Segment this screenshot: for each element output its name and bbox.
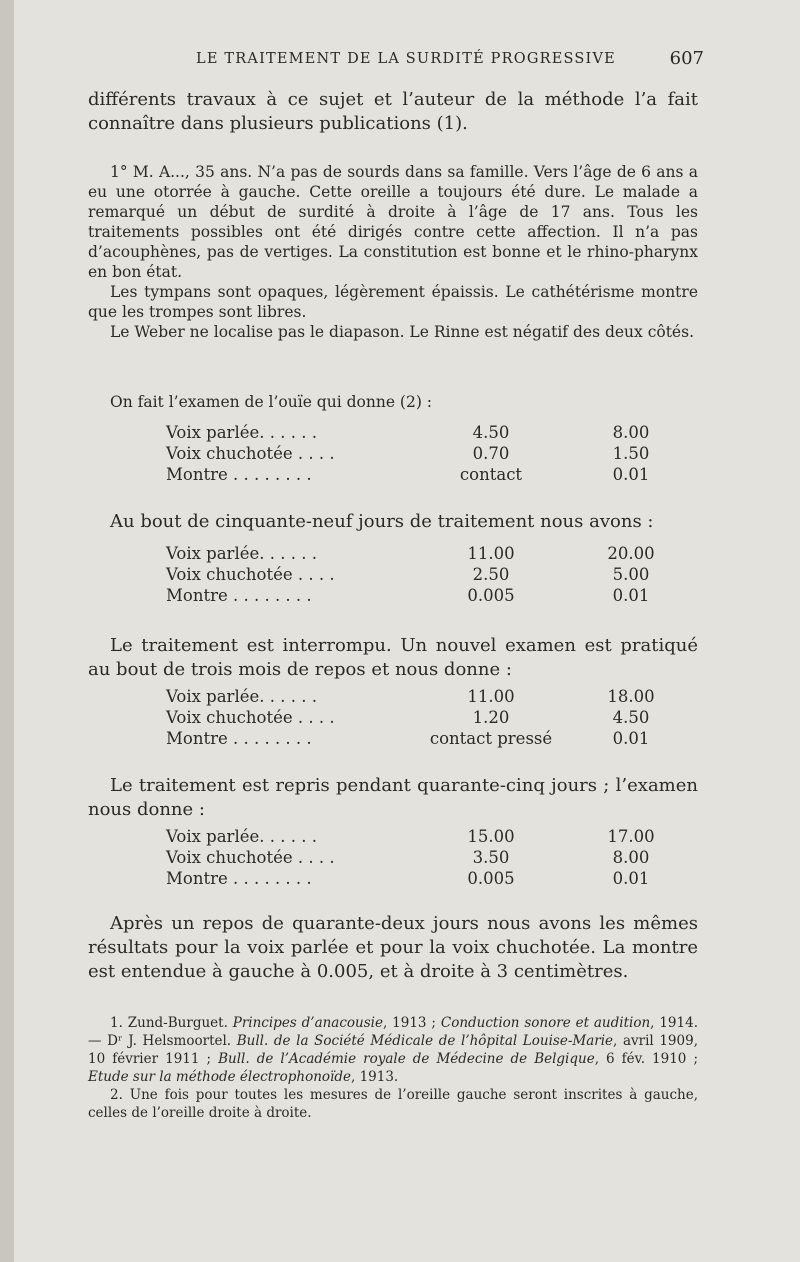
book-gutter xyxy=(0,0,14,1262)
exam-4-intro: Le traitement est repris pendant quarante-cinq jours ; l’examen nous donne : xyxy=(88,775,698,820)
footnote-1-text: , 6 fév. 1910 ; xyxy=(594,1051,698,1067)
conclusion-block xyxy=(88,912,698,984)
left-ear-value: 15.00 xyxy=(467,827,515,846)
row-label: Voix parlée. . . . . . xyxy=(166,423,317,442)
row-label: Montre . . . . . . . . xyxy=(166,586,312,605)
table-row xyxy=(166,585,696,606)
footnote-1-text: , 1914. — Dʳ J. Helsmoortel. xyxy=(88,1015,698,1049)
table-row xyxy=(166,443,696,464)
table-row xyxy=(166,847,696,868)
left-ear-value: 11.00 xyxy=(467,544,515,563)
footnote-1 xyxy=(88,1014,698,1086)
table-row xyxy=(166,422,696,443)
right-ear-value: 1.50 xyxy=(612,444,650,463)
row-label: Montre . . . . . . . . xyxy=(166,465,312,484)
intro-paragraph-block xyxy=(88,88,698,136)
exam-3-table xyxy=(166,686,696,749)
footnote-1-text: , avril 1909, 10 février 1911 ; xyxy=(88,1033,698,1067)
left-ear-value: 11.00 xyxy=(467,687,515,706)
running-title: LE TRAITEMENT DE LA SURDITÉ PROGRESSIVE xyxy=(196,51,616,67)
table-row xyxy=(166,868,696,889)
footnote-1-work-title: Bull. de l’Académie royale de Médecine de Belgique xyxy=(218,1051,595,1067)
case-paragraph-history: 1° M. A..., 35 ans. N’a pas de sourds dans sa famille. Vers l’âge de 6 ans a eu une otorrée à gauche. Cette oreille a toujours été dure. Le malade a remarqué un début de surdité à droite à l’âge de 17 ans. Tous les traitements possibles ont été dirigés contre cette affection. Il n’a pas d’acouphènes, pas de vertiges. La constitution est bonne et le rhino-pharynx en bon état. xyxy=(88,163,698,281)
table-row xyxy=(166,686,696,707)
left-ear-value: 3.50 xyxy=(472,848,510,867)
row-label: Voix parlée. . . . . . xyxy=(166,827,317,846)
page-number: 607 xyxy=(669,48,704,69)
running-header xyxy=(196,48,716,72)
right-ear-value: 0.01 xyxy=(612,465,650,484)
case-paragraph-tympans: Les tympans sont opaques, légèrement épaissis. Le cathétérisme montre que les trompes sont libres. xyxy=(88,283,698,321)
exam-1-table xyxy=(166,422,696,485)
left-ear-value: contact xyxy=(459,465,523,484)
table-row xyxy=(166,728,696,749)
row-label: Voix chuchotée . . . . xyxy=(166,444,335,463)
right-ear-value: 0.01 xyxy=(612,729,650,748)
left-ear-value: 2.50 xyxy=(472,565,510,584)
table-row xyxy=(166,826,696,847)
row-label: Voix parlée. . . . . . xyxy=(166,544,317,563)
exam-2-intro: Au bout de cinquante-neuf jours de traitement nous avons : xyxy=(110,511,654,532)
left-ear-value: 4.50 xyxy=(472,423,510,442)
right-ear-value: 18.00 xyxy=(607,687,655,706)
right-ear-value: 0.01 xyxy=(612,869,650,888)
table-row xyxy=(166,707,696,728)
right-ear-value: 20.00 xyxy=(607,544,655,563)
right-ear-value: 17.00 xyxy=(607,827,655,846)
row-label: Voix chuchotée . . . . xyxy=(166,565,335,584)
left-ear-value: 0.005 xyxy=(467,586,515,605)
right-ear-value: 5.00 xyxy=(612,565,650,584)
footnote-1-text: , 1913. xyxy=(350,1069,399,1085)
case-description xyxy=(88,162,698,342)
footnote-1-author: 1. Zund-Burguet. xyxy=(110,1015,233,1031)
row-label: Voix chuchotée . . . . xyxy=(166,848,335,867)
exam-3-intro: Le traitement est interrompu. Un nouvel examen est pratiqué au bout de trois mois de repos et nous donne : xyxy=(88,635,698,680)
case-paragraph-weber-rinne: Le Weber ne localise pas le diapason. Le Rinne est négatif des deux côtés. xyxy=(110,323,694,341)
footnote-2: 2. Une fois pour toutes les mesures de l’oreille gauche seront inscrites à gauche, celles de l’oreille droite à droite. xyxy=(88,1087,698,1121)
row-label: Voix chuchotée . . . . xyxy=(166,708,335,727)
footnote-1-work-title: Etude sur la méthode électrophonoïde xyxy=(88,1069,351,1085)
intro-paragraph: différents travaux à ce sujet et l’auteur de la méthode l’a fait connaître dans plusieurs publications (1). xyxy=(88,89,698,134)
exam-3-intro-block xyxy=(88,634,698,682)
right-ear-value: 8.00 xyxy=(612,848,650,867)
exam-2-table xyxy=(166,543,696,606)
left-ear-value: 0.005 xyxy=(467,869,515,888)
table-row xyxy=(166,543,696,564)
row-label: Montre . . . . . . . . xyxy=(166,869,312,888)
row-label: Voix parlée. . . . . . xyxy=(166,687,317,706)
right-ear-value: 8.00 xyxy=(612,423,650,442)
footnote-1-text: , 1913 ; xyxy=(382,1015,441,1031)
conclusion-paragraph: Après un repos de quarante-deux jours nous avons les mêmes résultats pour la voix parlée et pour la voix chuchotée. La montre est entendue à gauche à 0.005, et à droite à 3 centimètres. xyxy=(88,913,698,982)
exam-1-intro-block xyxy=(88,392,698,412)
row-label: Montre . . . . . . . . xyxy=(166,729,312,748)
footnote-1-work-title: Bull. de la Société Médicale de l’hôpital Louise-Marie xyxy=(236,1033,614,1049)
footnotes xyxy=(88,1014,698,1122)
footnote-1-work-title: Conduction sonore et audition xyxy=(440,1015,651,1031)
table-row xyxy=(166,464,696,485)
exam-4-intro-block xyxy=(88,774,698,822)
left-ear-value: 1.20 xyxy=(472,708,510,727)
exam-1-intro: On fait l’examen de l’ouïe qui donne (2) : xyxy=(110,393,433,411)
right-ear-value: 4.50 xyxy=(612,708,650,727)
table-row xyxy=(166,564,696,585)
exam-4-table xyxy=(166,826,696,889)
left-ear-value: 0.70 xyxy=(472,444,510,463)
exam-2-intro-block xyxy=(88,510,698,534)
right-ear-value: 0.01 xyxy=(612,586,650,605)
footnote-1-work-title: Principes d’anacousie xyxy=(232,1015,383,1031)
left-ear-value: contact pressé xyxy=(429,729,553,748)
